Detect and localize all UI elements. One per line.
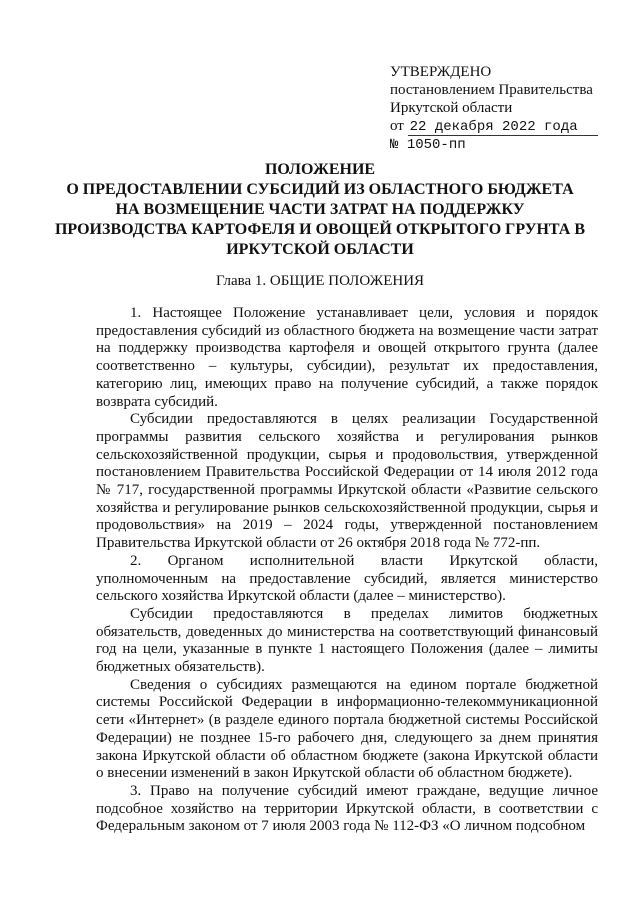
- approval-heading: УТВЕРЖДЕНО: [390, 64, 492, 80]
- date-prefix: от: [390, 118, 404, 134]
- document-body: [96, 305, 598, 836]
- number-prefix: №: [390, 137, 399, 153]
- paragraph: Субсидии предоставляются в целях реализации Государственной программы развития сельского хозяйства и регулирования рынков сельскохозяйственной продукции, сырья и продовольствия, утвержденной постановлением Правительства Российской Федерации от 14 июля 2012 года № 717, государственной программы Иркутской области «Развитие сельского хозяйства и регулирование рынков сельскохозяйственной продукции, сырья и продовольствия» на 2019 – 2024 годы, утвержденной постановлением Правительства Иркутской области от 26 октября 2018 года № 772-пп.: [96, 411, 598, 552]
- title-line: О ПРЕДОСТАВЛЕНИИ СУБСИДИЙ ИЗ ОБЛАСТНОГО БЮДЖЕТА: [66, 181, 574, 198]
- title-line: НА ВОЗМЕЩЕНИЕ ЧАСТИ ЗАТРАТ НА ПОДДЕРЖКУ: [115, 201, 525, 218]
- approval-block: [390, 63, 630, 154]
- approval-number: 1050-пп: [406, 137, 466, 153]
- approval-date-row: [390, 117, 630, 136]
- paragraph: 1. Настоящее Положение устанавливает цели, условия и порядок предоставления субсидий из областного бюджета на возмещение части затрат на поддержку производства картофеля и овощей открытого грунта (далее соответственно – культуры, субсидии), результат их предоставления, категорию лиц, имеющих право на получение субсидий, а также порядок возврата субсидий.: [96, 305, 598, 410]
- title-line: ПОЛОЖЕНИЕ: [264, 161, 376, 178]
- approval-line: постановлением Правительства: [390, 82, 593, 98]
- paragraph: 2. Органом исполнительной власти Иркутской области, уполномоченным на предоставление субсидий, является министерство сельского хозяйства Иркутской области (далее – министерство).: [96, 552, 598, 605]
- paragraph: Субсидии предоставляются в пределах лимитов бюджетных обязательств, доведенных до министерства на соответствующий финансовый год на цели, указанные в пункте 1 настоящего Положения (далее – лимиты бюджетных обязательств).: [96, 605, 598, 676]
- approval-date: 22 декабря 2022 года: [408, 120, 598, 136]
- document-title: [20, 160, 620, 260]
- approval-number-row: [390, 136, 630, 154]
- paragraph: 3. Право на получение субсидий имеют граждане, ведущие личное подсобное хозяйство на территории Иркутской области, в соответствии с Федеральным законом от 7 июля 2003 года № 112-ФЗ «О личном подсобном: [96, 782, 598, 835]
- paragraph: Сведения о субсидиях размещаются на едином портале бюджетной системы Российской Федерации в информационно-телекоммуникационной сети «Интернет» (в разделе единого портала бюджетной системы Российской Федерации) не позднее 15-го рабочего дня, следующего за днем принятия закона Иркутской области об областном бюджете (закона Иркутской области о внесении изменений в закон Иркутской области об областном бюджете).: [96, 676, 598, 782]
- approval-line: Иркутской области: [390, 100, 513, 116]
- chapter-heading: Глава 1. ОБЩИЕ ПОЛОЖЕНИЯ: [215, 273, 425, 289]
- title-line: ПРОИЗВОДСТВА КАРТОФЕЛЯ И ОВОЩЕЙ ОТКРЫТОГО ГРУНТА В: [54, 221, 585, 238]
- title-line: ИРКУТСКОЙ ОБЛАСТИ: [226, 241, 414, 258]
